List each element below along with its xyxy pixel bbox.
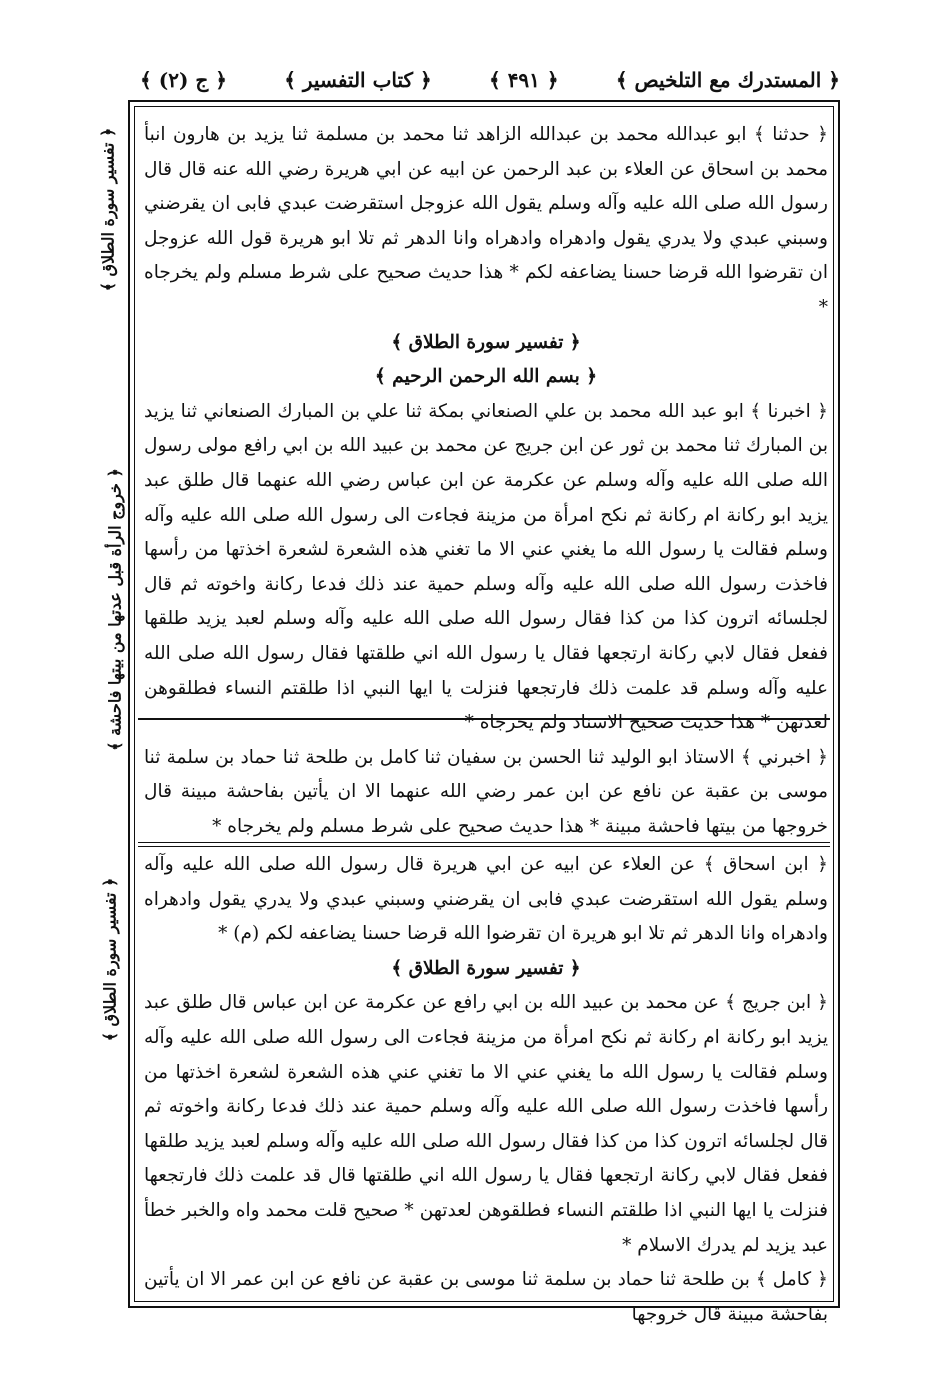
- section-title: ﴿ تفسير سورة الطلاق ﴾: [391, 331, 581, 353]
- talkhis-paragraph: ﴿ ابن اسحاق ﴾ عن العلاء عن ابيه عن ابي هريرة قال رسول الله صلى الله عليه وآله وسلم يقول الله استقرضت عبدي فابى ان يقرضني وسبني عبدي ولا يدري يقول وادهراه وادهراه وانا الدهر ثم تلا ابو هريرة ان تقرضوا الله قرضا حسنا يضاعفه لكم (م) *: [144, 854, 828, 945]
- margin-note: ﴿ تفسير سورة الطلاق ﴾: [100, 877, 120, 1042]
- hadith-paragraph: ﴿ حدثنا ﴾ ابو عبدالله محمد بن عبدالله الزاهد ثنا محمد بن مسلمة ثنا يزيد بن هارون انبأ محمد بن اسحاق عن العلاء بن عبد الرحمن عن ابيه عن ابي هريرة رضي الله عنه قال قال رسول الله صلى الله عليه وآله وسلم يقول الله عزوجل استقرضت عبدي فابى ان يقرضني وسبني عبدي ولا يدري يقول وادهراه وادهراه وانا الدهر ثم تلا ابو هريرة قول الله عزوجل ان تقرضوا الله قرضا حسنا يضاعفه لكم * هذا حديث صحيح على شرط مسلم ولم يخرجاه *: [144, 124, 828, 318]
- book-title: ﴿ المستدرك مع التلخيص ﴾: [615, 68, 840, 92]
- divider: [138, 718, 830, 720]
- margin-note: ﴿ خروج الرأة قبل عدتها من بيتها فاحشة ﴾: [105, 468, 125, 751]
- volume-number: ﴿ ج (۲) ﴾: [140, 68, 227, 92]
- main-text: [144, 118, 828, 844]
- chapter-title: ﴿ كتاب التفسير ﴾: [284, 68, 432, 92]
- basmala: ﴿ بسم الله الرحمن الرحيم ﴾: [374, 366, 598, 388]
- running-header: [140, 62, 840, 98]
- page-number: ﴿ ۴۹۱ ﴾: [489, 68, 559, 92]
- talkhis-text: [144, 848, 828, 1332]
- margin-note: ﴿ تفسير سورة الطلاق ﴾: [98, 127, 118, 292]
- talkhis-paragraph: ﴿ كامل ﴾ بن طلحة ثنا حماد بن سلمة ثنا موسى بن عقبة عن نافع عن ابن عمر الا ان يأتين بفاحشة مبينة قال خروجها: [144, 1269, 828, 1325]
- text-frame: [128, 100, 840, 1325]
- divider: [138, 842, 830, 847]
- hadith-paragraph: ﴿ اخبرني ﴾ الاستاذ ابو الوليد ثنا الحسن بن سفيان ثنا كامل بن طلحة ثنا حماد بن سلمة ثنا موسى بن عقبة عن نافع عن ابن عمر رضي الله عنهما الا ان يأتين بفاحشة مبينة قال خروجها من بيتها فاحشة مبينة * هذا حديث صحيح على شرط مسلم ولم يخرجاه *: [144, 746, 829, 837]
- talkhis-paragraph: ﴿ ابن جريج ﴾ عن محمد بن عبيد الله بن ابي رافع عن عكرمة عن ابن عباس قال طلق عبد يزيد ابو ركانة ام ركانة ثم نكح امرأة من مزينة فجاءت الى رسول الله صلى الله عليه وآله وسلم فقالت يا رسول الله ما يغني عني الا ما تغني عني هذه الشعرة لشعرة اخذتها من رأسها فاخذت رسول الله صلى الله عليه وآله وسلم حمية عند ذلك فدعا ركانة واخوته ثم قال لجلسائه اترون كذا من كذا فقال رسول الله صلى الله عليه وآله وسلم لعبد يزيد طلقها ففعل فقال لابي ركانة ارتجعها فقال يا رسول الله اني طلقتها قال قد علمت ذلك فارتجعها فنزلت يا ايها النبي اذا طلقتم النساء فطلقوهن لعدتهن * صحيح قلت محمد واه والخبر خطأ عبد يزيد لم يدرك الاسلام *: [144, 992, 828, 1256]
- section-title: ﴿ تفسير سورة الطلاق ﴾: [391, 957, 581, 979]
- hadith-paragraph: ﴿ اخبرنا ﴾ ابو عبد الله محمد بن علي الصنعاني بمكة ثنا علي بن المبارك الصنعاني ثنا يزيد بن المبارك ثنا محمد بن ثور عن ابن جريج عن محمد بن عبيد الله بن ابي رافع مولى رسول الله صلى الله عليه وآله وسلم عن عكرمة عن ابن عباس رضي الله عنهما قال طلق عبد يزيد ابو ركانة ام ركانة ثم نكح امرأة من مزينة فجاءت الى رسول الله صلى الله عليه وآله وسلم فقالت يا رسول الله ما يغني عني الا ما تغني هذه الشعرة لشعرة اخذتها من رأسها فاخذت رسول الله صلى الله عليه وآله وسلم حمية عند ذلك فدعا ركانة واخوته ثم قال لجلسائه اترون كذا من كذا فقال رسول الله صلى الله عليه وآله وسلم لعبد يزيد طلقها ففعل فقال لابي ركانة ارتجعها فقال يا رسول الله اني طلقتها فقال رسول الله صلى الله عليه وآله وسلم قد علمت ذلك فارتجعها فنزلت يا ايها النبي اذا طلقتم النساء فطلقوهن لعدتهن * هذا حديث صحيح الاسناد ولم يخرجاه *: [144, 400, 829, 734]
